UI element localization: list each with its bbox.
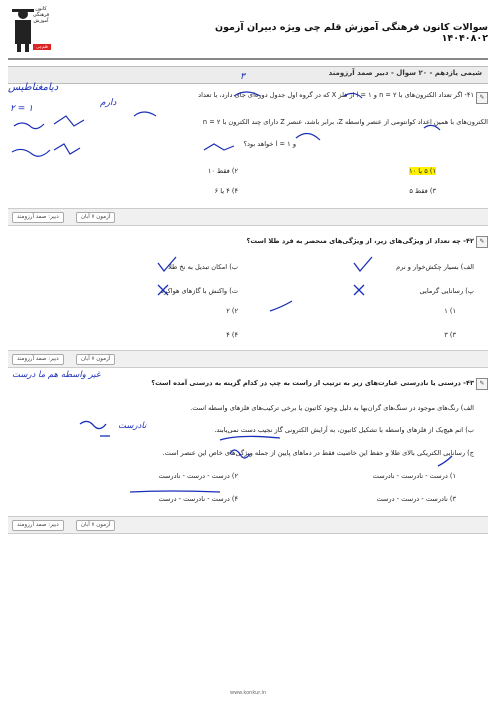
handwritten-note-4: ۳ (240, 72, 245, 82)
tag-teacher[interactable]: دبیر: صمد آرزومند (12, 520, 64, 531)
handwritten-note-3: ۲ = ۱ (10, 104, 33, 114)
tag-teacher[interactable]: دبیر: صمد آرزومند (12, 212, 64, 223)
tag-teacher[interactable]: دبیر: صمد آرزومند (12, 354, 64, 365)
footer-site[interactable]: www.konkur.in (230, 690, 266, 696)
q42-option-2[interactable]: ۲) ۲ (226, 307, 238, 315)
q42-item-c: پ) رسانایی گرمایی (419, 287, 474, 295)
question-43-text: ۴۳- درستی یا نادرستی عبارت‌های زیر به ترتیب از راست به چپ در کدام گزینه به درستی آمده است؟ (151, 379, 474, 387)
question-42-tags (8, 350, 488, 368)
q43-item-b: ب) اتم هیچ‌یک از فلزهای واسطه با تشکیل کاتیون، به آرایش الکترونی گاز نجیب دست نمی‌یابند. (214, 426, 474, 434)
q43-item-a: الف) رنگ‌های موجود در سنگ‌های گران‌بها به دلیل وجود کاتیون یا برخی ترکیب‌های فلزهای واسطه است. (190, 404, 474, 412)
q42-item-a: الف) بسیار چکش‌خوار و نرم (396, 263, 474, 271)
question-42-body: چه تعداد از ویژگی‌های زیر، از ویژگی‌های منحصر به فرد طلا است؟ (246, 237, 461, 245)
question-42-number: ۴۲ (465, 237, 474, 245)
q43-marks (60, 396, 480, 506)
question-43-tags (8, 516, 488, 534)
tag-exam[interactable]: آزمون ۷ آبان (76, 212, 115, 223)
handwritten-note-5: غیر واسطه هم ما درست (12, 370, 101, 380)
question-icon[interactable]: ✎ (476, 236, 488, 248)
q42-option-3[interactable]: ۳) ۳ (444, 331, 456, 339)
header-divider (8, 58, 488, 60)
handwriting-strokes (4, 80, 494, 180)
q43-option-1[interactable]: ۱) درست - نادرست - نادرست (372, 472, 456, 480)
question-icon[interactable]: ✎ (476, 92, 488, 104)
question-43-body: درستی یا نادرستی عبارت‌های زیر به ترتیب از راست به چپ در کدام گزینه به درستی آمده است؟ (151, 379, 461, 387)
tag-exam[interactable]: آزمون ۷ آبان (76, 354, 115, 365)
q42-option-4[interactable]: ۴) ۴ (226, 331, 238, 339)
section-title: شیمی یازدهم - ۲۰ سوال - دبیر صمد آرزومند (328, 69, 482, 77)
q42-option-1[interactable]: ۱) ۱ (444, 307, 456, 315)
q43-option-3[interactable]: ۳) نادرست - درست - درست (376, 495, 456, 503)
question-icon[interactable]: ✎ (476, 378, 488, 390)
logo-line-2: فرهنگی (32, 12, 50, 18)
q42-item-d: ت) واکنش با گازهای هواکره (160, 287, 238, 295)
logo-text (30, 6, 52, 24)
logo-line-3: آموزش (33, 18, 49, 24)
q41-option-1[interactable]: ۱) ۵ یا ۱۰ (409, 167, 436, 175)
question-41-number: ۴۱ (466, 91, 474, 99)
question-41-text: ۴۱- اگر تعداد الکترون‌های با ۲ = n و ۱ = l از فلز X که در گروه اول جدول دوره‌ای جای دارد، با تعداد (198, 91, 474, 99)
tag-exam[interactable]: آزمون ۷ آبان (76, 520, 115, 531)
q41-option-2[interactable]: ۲) فقط ۱۰ (207, 167, 238, 175)
handwritten-note-1: دیامغناطیس (8, 82, 59, 93)
logo-badge: قلم‌چی (33, 44, 51, 50)
question-42-text: ۴۲- چه تعداد از ویژگی‌های زیر، از ویژگی‌های منحصر به فرد طلا است؟ (246, 237, 474, 245)
q42-marks (150, 255, 480, 315)
question-41-tags (8, 208, 488, 226)
q43-item-c: ج) رسانایی الکتریکی بالای طلا و حفظ این خاصیت فقط در دماهای پایین از جمله ویژگی‌های خاص این عنصر است. (162, 449, 474, 457)
question-41-line-3: و ۱ = l خواهد بود؟ (243, 140, 296, 148)
q43-option-4[interactable]: ۴) درست - نادرست - درست (158, 495, 238, 503)
logo-line-1: کانون (35, 6, 47, 12)
q42-item-b: ب) امکان تبدیل به نخ طلا (168, 263, 238, 271)
handwritten-note-2: دارم (100, 98, 117, 108)
question-41-line-1: اگر تعداد الکترون‌های با ۲ = n و ۱ = l از فلز X که در گروه اول جدول دوره‌ای جای دارد، با تعداد (198, 91, 463, 99)
question-41-line-2: الکترون‌های با همین اعداد کوانتومی از عنصر واسطه Z، برابر باشد، عنصر Z دارای چند الکترون با ۲ = n (202, 118, 488, 126)
q41-option-4[interactable]: ۴) ۴ یا ۶ (214, 187, 238, 195)
question-43-number: ۴۳ (465, 379, 474, 387)
page-title: سوالات کانون فرهنگی آموزش قلم چی ویژه دبیران آزمون ۱۴۰۴۰۸۰۲ (214, 22, 488, 44)
q41-option-3[interactable]: ۳) فقط ۵ (409, 187, 436, 195)
q43-option-2[interactable]: ۲) درست - درست - نادرست (158, 472, 238, 480)
handwritten-note-6: نادرست (118, 421, 147, 431)
